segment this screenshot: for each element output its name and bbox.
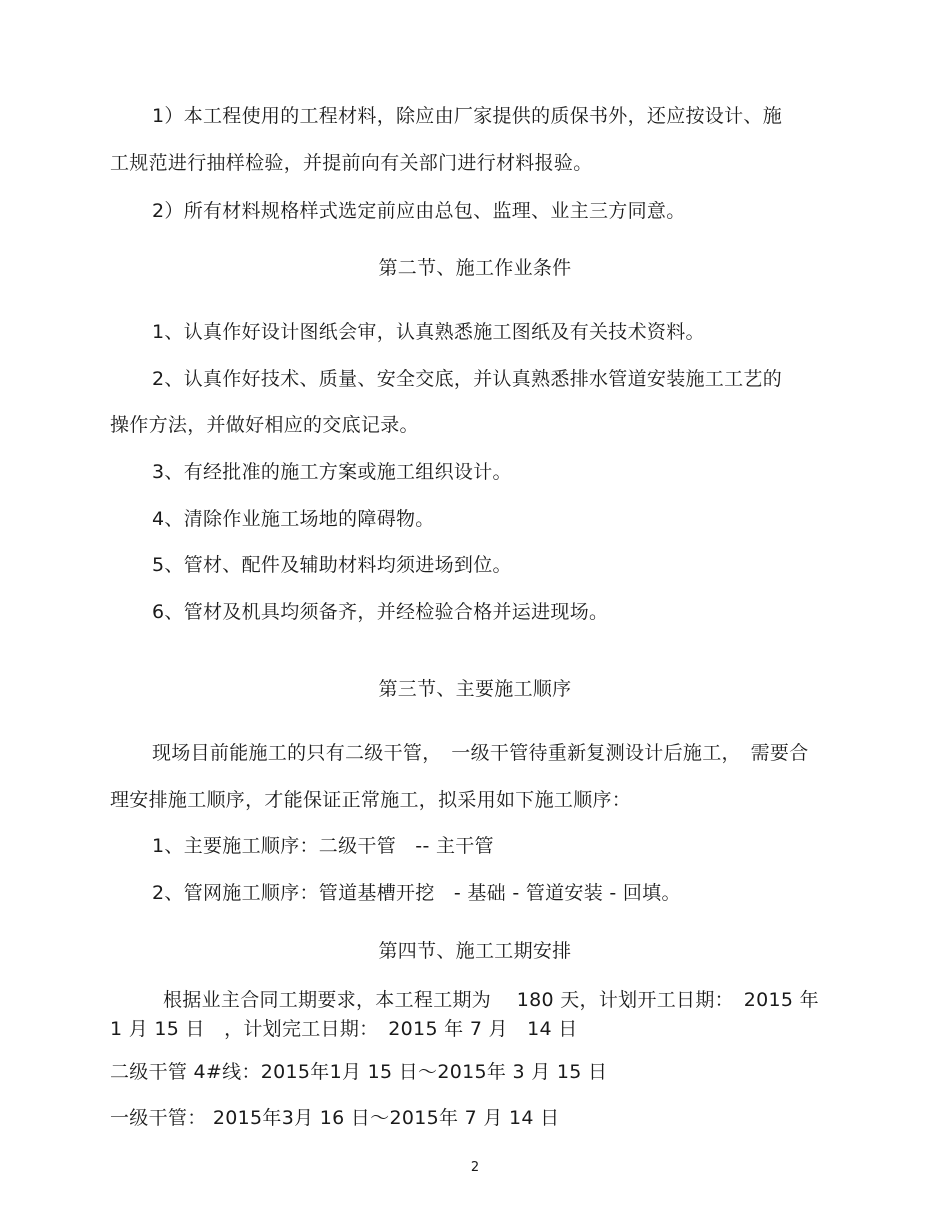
paragraph-line: 1、认真作好设计图纸会审，认真熟悉施工图纸及有关技术资料。 — [152, 321, 705, 343]
paragraph-line: 2）所有材料规格样式选定前应由总包、监理、业主三方同意。 — [152, 200, 686, 222]
paragraph-line: 4、清除作业施工场地的障碍物。 — [152, 508, 435, 530]
paragraph-line: 6、管材及机具均须备齐，并经检验合格并运进现场。 — [152, 601, 609, 623]
paragraph-line: 1 月 15 日 ，计划完工日期： 2015 年 7 月 14 日 — [110, 1018, 578, 1040]
paragraph-line: 5、管材、配件及辅助材料均须进场到位。 — [152, 554, 512, 576]
paragraph-line: 1）本工程使用的工程材料，除应由厂家提供的质保书外，还应按设计、施 — [152, 105, 782, 127]
paragraph-line: 一级干管： 2015年3月 16 日～2015年 7 月 14 日 — [110, 1107, 560, 1129]
section-heading: 第三节、主要施工顺序 — [378, 678, 572, 700]
paragraph-line: 3、有经批准的施工方案或施工组织设计。 — [152, 461, 512, 483]
paragraph-line: 现场目前能施工的只有二级干管， 一级干管待重新复测设计后施工， 需要合 — [152, 742, 809, 764]
page-number: 2 — [470, 1160, 480, 1175]
paragraph-line: 操作方法，并做好相应的交底记录。 — [110, 414, 419, 436]
paragraph-line: 2、认真作好技术、质量、安全交底，并认真熟悉排水管道安装施工工艺的 — [152, 368, 782, 390]
paragraph-line: 工规范进行抽样检验，并提前向有关部门进行材料报验。 — [110, 152, 593, 174]
paragraph-line: 二级干管 4#线：2015年1月 15 日～2015年 3 月 15 日 — [110, 1061, 608, 1083]
paragraph-line: 根据业主合同工期要求，本工程工期为 180 天，计划开工日期： 2015 年 — [163, 989, 819, 1011]
paragraph-line: 1、主要施工顺序：二级干管 -- 主干管 — [152, 835, 494, 857]
paragraph-line: 理安排施工顺序，才能保证正常施工，拟采用如下施工顺序： — [110, 789, 632, 811]
paragraph-line: 2、管网施工顺序：管道基槽开挖 - 基础 - 管道安装 - 回填。 — [152, 882, 681, 904]
section-heading: 第二节、施工作业条件 — [378, 257, 572, 279]
section-heading: 第四节、施工工期安排 — [378, 940, 572, 962]
